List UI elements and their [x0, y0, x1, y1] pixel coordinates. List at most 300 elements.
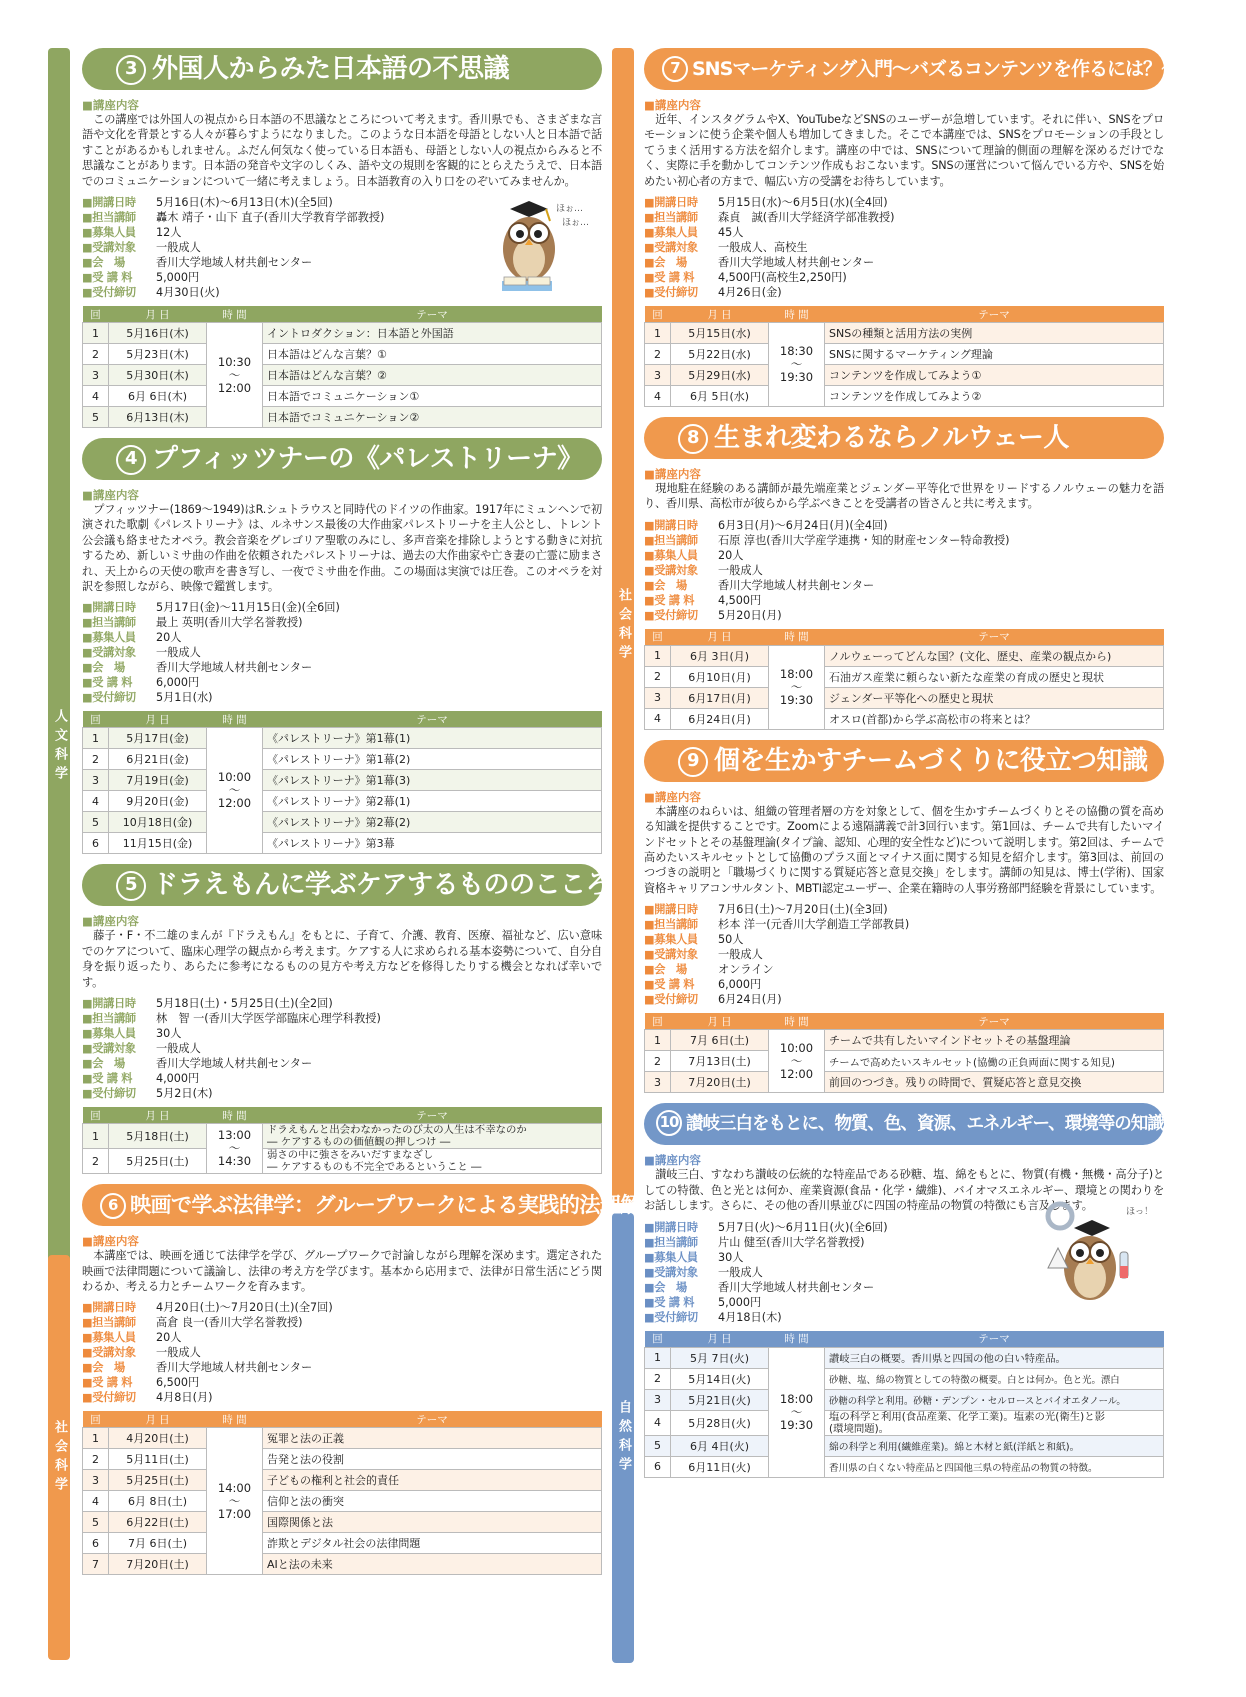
course-info — [82, 996, 602, 1101]
session-date: 6月10日(月) — [671, 666, 769, 687]
course-title-text: 生まれ変わるならノルウェー人 — [714, 423, 1069, 454]
info-key: ■受付締切 — [644, 286, 698, 300]
table-row — [645, 1389, 1164, 1410]
right-column — [644, 48, 1246, 1488]
table-row — [83, 833, 602, 854]
info-value: 5,000円 — [718, 1295, 762, 1309]
info-row-capacity — [644, 225, 1164, 240]
session-date: 5月25日(土) — [109, 1149, 207, 1174]
col-header: 回 — [83, 1411, 109, 1428]
session-date: 10月18日(金) — [109, 812, 207, 833]
sidebar-social-right — [612, 48, 634, 1203]
session-theme: 《パレストリーナ》第1幕(2) — [263, 749, 602, 770]
table-row — [645, 1456, 1164, 1477]
info-row-dates — [644, 902, 1164, 917]
table-row — [645, 365, 1164, 386]
info-value: 4月8日(月) — [156, 1391, 213, 1405]
session-date: 6月22日(土) — [109, 1512, 207, 1533]
info-value: 4,500円(高校生2,250円) — [718, 271, 847, 285]
info-row-deadline — [644, 992, 1164, 1007]
session-theme: 信仰と法の衝突 — [263, 1491, 602, 1512]
info-key: ■担当講師 — [644, 1235, 698, 1249]
session-date: 4月20日(土) — [109, 1428, 207, 1449]
info-value: 森貞 誠(香川大学経済学部准教授) — [718, 211, 895, 225]
time-to: 17:00 — [217, 1506, 252, 1521]
info-row-deadline — [82, 1086, 602, 1101]
sidebar-label: 社会科学 — [52, 1419, 67, 1496]
schedule-header — [83, 306, 602, 323]
info-row-capacity — [82, 630, 602, 645]
time-from: 18:30 — [779, 344, 814, 359]
info-value: 一般成人 — [156, 241, 201, 255]
info-key: ■受 講 料 — [644, 1295, 695, 1309]
info-key: ■受 講 料 — [644, 271, 695, 285]
table-row — [645, 1410, 1164, 1435]
col-header: 回 — [83, 1107, 109, 1124]
table-row — [83, 791, 602, 812]
info-row-deadline — [644, 285, 1164, 300]
session-no: 3 — [83, 1470, 109, 1491]
course-title — [644, 417, 1164, 459]
schedule-header — [645, 306, 1164, 323]
col-header: テーマ — [825, 1331, 1164, 1348]
table-row — [645, 645, 1164, 666]
info-key: ■募集人員 — [82, 1331, 136, 1345]
owl-speech-text: ほっ！ — [1126, 1206, 1154, 1217]
course-title-text: SNSマーケティング入門～バズるコンテンツを作るには？～ — [692, 58, 1180, 80]
session-theme: 冤罪と法の正義 — [263, 1428, 602, 1449]
table-row — [645, 666, 1164, 687]
time-to: 12:00 — [217, 380, 252, 395]
course-number: 5 — [116, 871, 146, 901]
session-date: 6月17日(月) — [671, 687, 769, 708]
col-header: 月 日 — [671, 629, 769, 646]
course-7 — [644, 48, 1180, 407]
theme-line: 弱さの中に強さをみいだすまなざし — [267, 1149, 434, 1162]
info-key: ■募集人員 — [82, 226, 136, 240]
session-theme: 詐欺とデジタル社会の法律問題 — [263, 1533, 602, 1554]
info-key: ■開講日時 — [644, 903, 698, 917]
col-header: 時 間 — [207, 1411, 263, 1428]
session-theme: イントロダクション：日本語と外国語 — [263, 323, 602, 344]
course-description: 藤子・F・不二雄のまんが『ドラえもん』をもとに、子育て、介護、教育、医療、福祉など、広い意味でのケアについて、臨床心理学の観点から考えます。ケアする人に求められる基本姿勢について、自分自身を振り返ったり、あらたに参考になるものの見方や考え方などを修得したりする機会となれば幸いです。 — [82, 929, 602, 989]
col-header: 月 日 — [671, 306, 769, 323]
info-key: ■募集人員 — [644, 548, 698, 562]
time-to: 12:00 — [779, 1066, 814, 1081]
course-number: 7 — [662, 56, 688, 82]
schedule-table — [82, 1107, 602, 1174]
content-label: ■講座内容 — [644, 1153, 701, 1168]
session-no: 3 — [83, 770, 109, 791]
info-value: 30人 — [718, 1250, 744, 1264]
col-header: 回 — [83, 306, 109, 323]
time-from: 10:00 — [217, 770, 252, 785]
info-key: ■受講対象 — [82, 1346, 136, 1360]
info-key: ■担当講師 — [644, 918, 698, 932]
info-value: 5月17日(金)～11月15日(金)(全6回) — [156, 601, 340, 615]
info-key: ■募集人員 — [82, 631, 136, 645]
session-theme: 《パレストリーナ》第1幕(1) — [263, 728, 602, 749]
info-value: 香川大学地域人材共創センター — [156, 256, 313, 270]
session-no: 3 — [645, 687, 671, 708]
col-header: 時 間 — [769, 1331, 825, 1348]
schedule-table — [644, 1331, 1164, 1478]
time-from: 18:00 — [779, 1391, 814, 1406]
info-value: 6,500円 — [156, 1376, 200, 1390]
session-no: 2 — [83, 1149, 109, 1174]
session-time — [207, 323, 263, 428]
info-row-capacity — [82, 1330, 602, 1345]
info-row-dates — [82, 1300, 602, 1315]
info-value: 一般成人 — [156, 646, 201, 660]
session-theme: 日本語はどんな言葉？① — [263, 344, 602, 365]
info-key: ■開講日時 — [82, 601, 136, 615]
info-key: ■受 講 料 — [82, 676, 133, 690]
info-value: 香川大学地域人材共創センター — [156, 1057, 313, 1071]
info-key: ■受付締切 — [644, 608, 698, 622]
info-key: ■担当講師 — [82, 211, 136, 225]
info-row-lecturer — [82, 1315, 602, 1330]
course-number: 8 — [678, 424, 708, 454]
session-date: 7月19日(金) — [109, 770, 207, 791]
session-date: 6月21日(金) — [109, 749, 207, 770]
info-value: 香川大学地域人材共創センター — [156, 1361, 313, 1375]
content-label: ■講座内容 — [82, 914, 139, 929]
time-from: 13:00 — [217, 1128, 252, 1143]
schedule-table — [644, 306, 1164, 407]
session-theme — [825, 1410, 1164, 1435]
info-key: ■開講日時 — [644, 196, 698, 210]
info-key: ■受 講 料 — [82, 1072, 133, 1086]
info-row-fee — [644, 270, 1164, 285]
session-date: 5月30日(木) — [109, 365, 207, 386]
table-row — [83, 749, 602, 770]
session-no: 4 — [83, 1491, 109, 1512]
info-value: 4月18日(木) — [718, 1310, 782, 1324]
schedule-header — [645, 1013, 1164, 1030]
table-row — [83, 1470, 602, 1491]
info-key: ■開講日時 — [82, 196, 136, 210]
info-row-deadline — [82, 690, 602, 705]
col-header: テーマ — [825, 629, 1164, 646]
session-theme: オスロ(首都)から学ぶ高松市の将来とは？ — [825, 708, 1164, 729]
info-row-fee — [82, 1071, 602, 1086]
course-title — [644, 1103, 1246, 1145]
info-value: 20人 — [718, 548, 744, 562]
info-key: ■受付締切 — [82, 286, 136, 300]
time-to: 14:30 — [217, 1154, 252, 1169]
sidebar-social-left — [48, 1255, 70, 1660]
course-title — [644, 48, 1180, 90]
session-no: 3 — [645, 1072, 671, 1093]
info-key: ■受付締切 — [644, 993, 698, 1007]
table-row — [645, 1030, 1164, 1051]
info-value: 30人 — [156, 1027, 182, 1041]
course-number: 10 — [656, 1110, 682, 1136]
session-no: 1 — [645, 1347, 671, 1368]
info-value: 5月18日(土)・5月25日(土)(全2回) — [156, 997, 333, 1011]
time-sep: ～ — [228, 1493, 241, 1508]
info-value: 香川大学地域人材共創センター — [718, 1280, 875, 1294]
info-key: ■開講日時 — [82, 997, 136, 1011]
course-info — [82, 195, 602, 300]
info-row-deadline — [82, 1390, 602, 1405]
content-label: ■講座内容 — [82, 98, 139, 112]
table-row — [645, 1435, 1164, 1456]
table-row — [83, 1554, 602, 1575]
session-date: 7月 6日(土) — [671, 1030, 769, 1051]
session-no: 4 — [83, 386, 109, 407]
info-key: ■担当講師 — [82, 1012, 136, 1026]
info-value: 50人 — [718, 933, 744, 947]
session-no: 3 — [645, 365, 671, 386]
course-number: 3 — [116, 55, 146, 85]
info-key: ■会 場 — [82, 661, 125, 675]
course-info — [82, 600, 602, 705]
session-no: 5 — [83, 812, 109, 833]
time-to: 12:00 — [217, 796, 252, 811]
info-row-lecturer — [82, 615, 602, 630]
session-theme — [263, 1124, 602, 1149]
info-row-fee — [82, 1375, 602, 1390]
session-no: 6 — [645, 1456, 671, 1477]
session-date: 5月21日(火) — [671, 1389, 769, 1410]
info-key: ■会 場 — [82, 1361, 125, 1375]
session-date: 5月29日(水) — [671, 365, 769, 386]
table-row — [83, 812, 602, 833]
course-description: 讃岐三白、すなわち讃岐の伝統的な特産品である砂糖、塩、綿をもとに、物質(有機・無機・高分子)としての特徴、色と光とは何か、産業資源(食品・化学・繊維)、バイオマスエネルギー、環境との関わりをお話しします。さらに、その他の香川県並びに四国の特産品の物質の特徴にも言及します。 — [644, 1168, 1164, 1213]
table-row — [83, 1149, 602, 1174]
session-no: 1 — [83, 1428, 109, 1449]
session-date: 6月 6日(木) — [109, 386, 207, 407]
col-header: 月 日 — [671, 1331, 769, 1348]
schedule-table — [82, 1411, 602, 1575]
info-value: 6,000円 — [718, 978, 762, 992]
session-date: 6月13日(木) — [109, 407, 207, 428]
session-no: 2 — [83, 344, 109, 365]
info-key: ■受付締切 — [82, 691, 136, 705]
col-header: 時 間 — [207, 711, 263, 728]
info-value: 片山 健至(香川大学名誉教授) — [718, 1235, 865, 1249]
info-key: ■募集人員 — [644, 226, 698, 240]
info-key: ■受講対象 — [82, 241, 136, 255]
info-value: 最上 英明(香川大学名誉教授) — [156, 616, 303, 630]
info-key: ■会 場 — [644, 578, 687, 592]
session-time — [207, 1124, 263, 1174]
course-title-text: プフィッツナーの《パレストリーナ》 — [152, 444, 583, 475]
session-date: 7月 6日(土) — [109, 1533, 207, 1554]
sidebar-label: 社会科学 — [616, 587, 631, 664]
col-header: 月 日 — [109, 1107, 207, 1124]
schedule-header — [645, 629, 1164, 646]
info-value: 6,000円 — [156, 676, 200, 690]
course-title — [82, 48, 602, 90]
time-from: 10:30 — [217, 354, 252, 369]
info-value: 一般成人 — [718, 1265, 763, 1279]
session-theme: 前回のつづき。残りの時間で、質疑応答と意見交換 — [825, 1072, 1164, 1093]
time-sep: ～ — [790, 1053, 803, 1068]
session-date: 9月20日(金) — [109, 791, 207, 812]
col-header: テーマ — [263, 306, 602, 323]
info-value: 香川大学地域人材共創センター — [156, 661, 313, 675]
course-number: 6 — [100, 1193, 126, 1219]
session-no: 6 — [83, 833, 109, 854]
session-no: 1 — [83, 1124, 109, 1149]
info-row-lecturer — [644, 533, 1164, 548]
col-header: 時 間 — [769, 629, 825, 646]
session-theme — [263, 1149, 602, 1174]
sidebar-label: 自然科学 — [616, 1400, 631, 1476]
schedule-table — [82, 306, 602, 428]
session-date: 6月 3日(月) — [671, 645, 769, 666]
time-sep: ～ — [790, 357, 803, 372]
time-from: 10:00 — [779, 1040, 814, 1055]
session-no: 1 — [83, 323, 109, 344]
info-row-fee — [644, 593, 1164, 608]
time-sep: ～ — [790, 1404, 803, 1419]
course-title-text: 個を生かすチームづくりに役立つ知識 — [714, 745, 1148, 776]
info-row-venue — [82, 1360, 602, 1375]
content-label: ■講座内容 — [644, 98, 701, 112]
time-sep: ～ — [790, 679, 803, 694]
info-row-target — [82, 1345, 602, 1360]
course-description: プフィッツナー(1869～1949)はR.シュトラウスと同時代のドイツの作曲家。1917年にミュンヘンで初演された歌劇《パレストリーナ》は、ルネサンス最後の大作曲家パレストリーナを主人公とし、トレント公会議も絡ませたオペラ。教会音楽をグレゴリア聖歌のみにし、多声音楽を排除しようとする動きに対抗するため、新しいミサ曲の作曲を依頼されたパレストリーナは、過去の大作曲家や亡き妻の亡霊に励まされ、天上からの天使の歌声を書き写し、一夜でミサ曲を作曲。この場面は実演では圧巻。このオペラを対訳を参照しながら、映像で鑑賞します。 — [82, 503, 602, 594]
session-date: 7月20日(土) — [671, 1072, 769, 1093]
session-date: 5月25日(土) — [109, 1470, 207, 1491]
table-row — [645, 344, 1164, 365]
time-from: 14:00 — [217, 1480, 252, 1495]
schedule-table — [644, 629, 1164, 730]
session-theme: チームで高めたいスキルセット(協働の正負両面に関する知見) — [825, 1051, 1164, 1072]
session-theme: ジェンダー平等化への歴史と現状 — [825, 687, 1164, 708]
info-value: 4月20日(土)～7月20日(土)(全7回) — [156, 1301, 333, 1315]
course-description: この講座では外国人の視点から日本語の不思議なところについて考えます。香川県でも、さまざまな言語や文化を背景とする人々が暮らすようになりました。このような日本語を母語としない人と日本語で話すことがあるかもしれません。ふだん何気なく使っている日本語も、母語としない人の視点からみると不思議なことがあります。日本語の発音や文字のしくみ、語や文の規則を客観的にとらえたうえで、日本語でのコミュニケーションについて一緒に考えましょう。日本語教育の入り口をのぞいてみませんか。 — [82, 113, 602, 188]
info-value: 一般成人 — [718, 563, 763, 577]
info-value: 5月2日(木) — [156, 1087, 213, 1101]
session-theme: 讃岐三白の概要。香川県と四国の他の白い特産品。 — [825, 1347, 1164, 1368]
course-description: 本講座では、映画を通じて法律学を学び、グループワークで討論しながら理解を深めます。選定された映画で法律問題について議論し、法律の考え方を学びます。基本から応用まで、法律が日常生活にどう関わるか、考える力とチームワークを育みます。 — [82, 1249, 602, 1293]
info-key: ■会 場 — [644, 1280, 687, 1294]
session-theme: 《パレストリーナ》第1幕(3) — [263, 770, 602, 791]
session-no: 1 — [645, 1030, 671, 1051]
info-key: ■受講対象 — [644, 241, 698, 255]
col-header: 回 — [645, 306, 671, 323]
session-time — [769, 645, 825, 729]
session-theme: コンテンツを作成してみよう① — [825, 365, 1164, 386]
info-value: 6月24日(月) — [718, 993, 782, 1007]
session-no: 5 — [83, 1512, 109, 1533]
session-theme: 《パレストリーナ》第2幕(2) — [263, 812, 602, 833]
schedule-header — [83, 1107, 602, 1124]
owl-scientist-illustration — [1030, 1198, 1154, 1316]
info-row-dates — [82, 600, 602, 615]
table-row — [83, 407, 602, 428]
content-label: ■講座内容 — [82, 488, 139, 503]
info-row-venue — [644, 255, 1164, 270]
info-key: ■会 場 — [644, 963, 687, 977]
session-date: 5月28日(火) — [671, 1410, 769, 1435]
info-value: 20人 — [156, 631, 182, 645]
info-value: 高倉 良一(香川大学名誉教授) — [156, 1316, 303, 1330]
course-title — [82, 438, 602, 480]
theme-line: 塩の科学と利用(食品産業、化学工業)。塩素の光(衛生)と影 — [829, 1410, 1105, 1423]
info-row-lecturer — [82, 1011, 602, 1026]
info-key: ■受 講 料 — [82, 271, 133, 285]
session-theme: 日本語でコミュニケーション① — [263, 386, 602, 407]
info-key: ■受 講 料 — [644, 978, 695, 992]
owl-reading-illustration — [474, 181, 592, 299]
info-key: ■担当講師 — [644, 533, 698, 547]
session-theme: 国際関係と法 — [263, 1512, 602, 1533]
info-row-target — [644, 240, 1164, 255]
info-row-target — [644, 947, 1164, 962]
session-theme: SNSに関するマーケティング理論 — [825, 344, 1164, 365]
info-key: ■受付締切 — [82, 1391, 136, 1405]
session-time — [769, 1347, 825, 1477]
info-row-target — [82, 1041, 602, 1056]
table-row — [645, 687, 1164, 708]
schedule-header — [645, 1331, 1164, 1348]
col-header: テーマ — [263, 1411, 602, 1428]
session-date: 6月24日(月) — [671, 708, 769, 729]
info-value: 一般成人 — [156, 1346, 201, 1360]
info-key: ■会 場 — [644, 256, 687, 270]
info-key: ■受講対象 — [644, 563, 698, 577]
info-value: 12人 — [156, 226, 182, 240]
info-key: ■担当講師 — [644, 211, 698, 225]
time-to: 19:30 — [779, 1417, 814, 1432]
sidebar-science — [612, 1213, 634, 1663]
info-row-venue — [82, 1056, 602, 1071]
session-no: 5 — [83, 407, 109, 428]
info-row-venue — [644, 578, 1164, 593]
info-value: 石原 淳也(香川大学産学連携・知的財産センター特命教授) — [718, 533, 1010, 547]
course-title-text: ドラえもんに学ぶケアするもののこころ — [152, 870, 612, 901]
course-description: 現地駐在経験のある講師が最先端産業とジェンダー平等化で世界をリードするノルウェーの魅力を語り、香川県、高松市が彼らから学ぶべきことを受講者の皆さんと共に考えます。 — [644, 482, 1164, 511]
col-header: 月 日 — [109, 1411, 207, 1428]
table-row — [83, 1491, 602, 1512]
info-value: 45人 — [718, 226, 744, 240]
session-no: 7 — [83, 1554, 109, 1575]
theme-line: ドラえもんと出会わなかったのび太の人生は不幸なのか — [267, 1124, 527, 1137]
session-theme: 日本語でコミュニケーション② — [263, 407, 602, 428]
time-from: 18:00 — [779, 666, 814, 681]
session-no: 5 — [645, 1435, 671, 1456]
course-description: 近年、インスタグラムやX、YouTubeなどSNSのユーザーが急増しています。それに伴い、SNSをプロモーションに使う企業や個人も増加してきました。そこで本講座では、SNSをプロモーションの手段としてうまく活用する方法を紹介します。講座の中では、SNSについて理論的側面の理解を深めるだけでなく、実際に手を動かしてコンテンツ作成もおこないます。SNSの運営について悩んでいる方や、SNSを始めたい初心者の方まで、幅広い方の受講をお待ちしています。 — [644, 113, 1164, 188]
col-header: テーマ — [263, 711, 602, 728]
table-row — [645, 1347, 1164, 1368]
session-time — [769, 323, 825, 407]
course-info — [82, 1300, 602, 1405]
info-value: 5,000円 — [156, 271, 200, 285]
info-row-capacity — [644, 548, 1164, 563]
info-value: オンライン — [718, 963, 774, 977]
session-no: 2 — [645, 666, 671, 687]
session-date: 5月 7日(火) — [671, 1347, 769, 1368]
info-value: 5月15日(水)～6月5日(水)(全4回) — [718, 196, 888, 210]
session-no: 4 — [645, 1410, 671, 1435]
course-9 — [644, 740, 1164, 1093]
session-time — [207, 728, 263, 854]
info-key: ■受講対象 — [82, 646, 136, 660]
session-no: 2 — [645, 1368, 671, 1389]
table-row — [83, 386, 602, 407]
session-date: 6月 5日(水) — [671, 386, 769, 407]
info-value: 6月3日(月)～6月24日(月)(全4回) — [718, 518, 888, 532]
session-time — [207, 1428, 263, 1575]
info-value: 轟木 靖子・山下 直子(香川大学教育学部教授) — [156, 211, 385, 225]
table-row — [645, 1368, 1164, 1389]
